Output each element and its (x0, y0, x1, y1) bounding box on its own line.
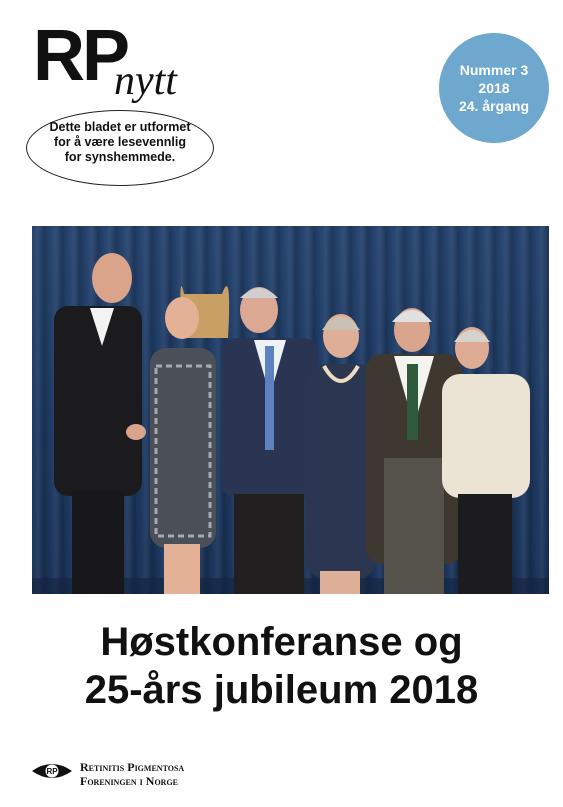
group-photo-illustration (32, 226, 549, 594)
nytt-logo: nytt (114, 58, 177, 104)
issue-volume: 24. årgang (458, 98, 530, 114)
org-name-line: Retinitis Pigmentosa (80, 760, 185, 774)
issue-year: 2018 (478, 80, 510, 96)
person-2 (150, 286, 229, 594)
rp-eye-logo-icon (30, 760, 74, 782)
headline (0, 618, 563, 714)
tagline-line: for å være lesevennlig (53, 135, 186, 149)
masthead (0, 0, 563, 215)
logo-initials: RP (46, 767, 58, 776)
person-1 (54, 253, 146, 594)
organization-name (80, 760, 184, 788)
person-3 (222, 287, 318, 594)
headline-line: Høstkonferanse og (100, 620, 463, 664)
issue-badge (439, 33, 549, 143)
rp-logo: RP (33, 16, 128, 96)
cover-photo (32, 226, 549, 594)
org-name-line: Foreningen i Norge (80, 774, 179, 788)
issue-number: Nummer 3 (459, 62, 529, 78)
tagline (26, 120, 214, 165)
tagline-line: Dette bladet er utformet (49, 120, 191, 134)
tagline-line: for synshemmede. (64, 150, 176, 164)
headline-line: 25-års jubileum 2018 (84, 668, 479, 712)
